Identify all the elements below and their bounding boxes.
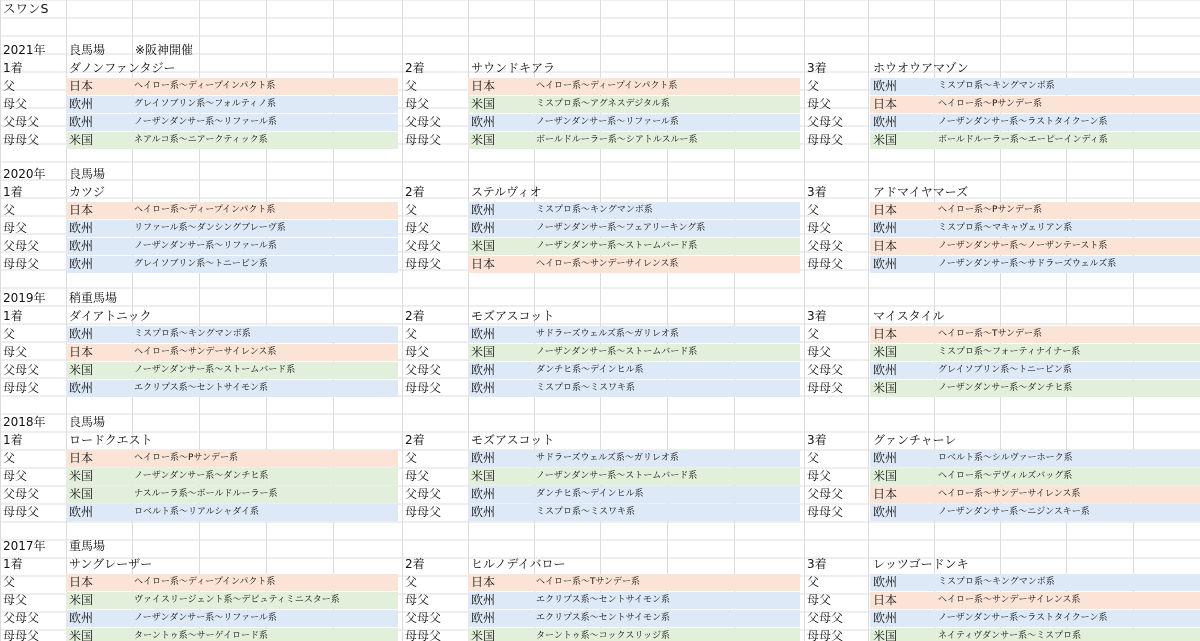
ancestor-role[interactable]: 母母父	[3, 133, 40, 147]
ancestor-region[interactable]: 米国	[471, 469, 496, 483]
ancestor-row	[0, 255, 1200, 273]
ancestor-lineage[interactable]: ヘイロー系～サンデーサイレンス系	[938, 489, 1081, 499]
ancestor-role[interactable]: 母母父	[807, 133, 844, 147]
ancestor-role[interactable]: 父	[3, 451, 16, 465]
placing-label[interactable]: 1着	[3, 185, 23, 199]
ancestor-region[interactable]: 日本	[873, 593, 898, 607]
ancestor-lineage[interactable]: ノーザンダンサー系～ダンチヒ系	[134, 471, 269, 481]
race-year[interactable]: 2017年	[3, 539, 46, 553]
ancestor-region[interactable]: 日本	[471, 257, 496, 271]
placing-row	[0, 59, 1200, 77]
ancestor-role[interactable]: 父母父	[807, 115, 844, 129]
ancestor-lineage[interactable]: サドラーズウェルズ系～ガリレオ系	[536, 329, 679, 339]
ancestor-row	[0, 361, 1200, 379]
horse-name[interactable]: サウンドキアラ	[471, 61, 556, 75]
year-header-row	[0, 41, 1200, 59]
ancestor-role[interactable]: 母母父	[807, 381, 844, 395]
ancestor-role[interactable]: 母母父	[405, 505, 442, 519]
placing-label[interactable]: 2着	[405, 309, 425, 323]
placing-label[interactable]: 2着	[405, 433, 425, 447]
ancestor-row	[0, 485, 1200, 503]
ancestor-region[interactable]: 日本	[873, 239, 898, 253]
ancestor-region[interactable]: 欧州	[471, 203, 496, 217]
ancestor-lineage[interactable]: ノーザンダンサー系～ラストタイクーン系	[938, 117, 1108, 127]
horse-name[interactable]: カツジ	[69, 185, 106, 199]
placing-label[interactable]: 1着	[3, 309, 23, 323]
ancestor-row	[0, 591, 1200, 609]
ancestor-role[interactable]: 母母父	[3, 505, 40, 519]
ancestor-region[interactable]: 米国	[69, 363, 94, 377]
ancestor-lineage[interactable]: ヘイロー系～Pサンデー系	[938, 205, 1042, 215]
ancestor-role[interactable]: 父母父	[807, 363, 844, 377]
ancestor-lineage[interactable]: ネイティヴダンサー系～ミスプロ系	[938, 631, 1082, 641]
ancestor-row	[0, 627, 1200, 641]
ancestor-role[interactable]: 母母父	[807, 505, 844, 519]
horse-name[interactable]: サングレーザー	[69, 557, 153, 571]
ancestor-row	[0, 131, 1200, 149]
ancestor-lineage[interactable]: ヘイロー系～ディープインパクト系	[536, 81, 678, 91]
ancestor-row	[0, 379, 1200, 397]
ancestor-region[interactable]: 欧州	[69, 115, 94, 129]
ancestor-lineage[interactable]: ヘイロー系～ディープインパクト系	[134, 577, 276, 587]
ancestor-region[interactable]: 欧州	[471, 115, 496, 129]
ancestor-lineage[interactable]: ノーザンダンサー系～ストームバード系	[536, 347, 698, 357]
ancestor-region[interactable]: 欧州	[69, 505, 94, 519]
ancestor-region[interactable]: 欧州	[873, 257, 898, 271]
ancestor-lineage[interactable]: ミスプロ系～フォーティナイナー系	[938, 347, 1081, 357]
ancestor-row	[0, 573, 1200, 591]
ancestor-role[interactable]: 母父	[3, 469, 28, 483]
ancestor-lineage[interactable]: ミスプロ系～キングマンボ系	[536, 205, 653, 215]
ancestor-lineage[interactable]: ヘイロー系～Tサンデー系	[938, 329, 1043, 339]
ancestor-role[interactable]: 母父	[405, 97, 430, 111]
ancestor-role[interactable]: 父母父	[3, 239, 40, 253]
ancestor-lineage[interactable]: ノーザンダンサー系～リファール系	[134, 241, 277, 251]
ancestor-row	[0, 77, 1200, 95]
ancestor-role[interactable]: 母父	[3, 221, 28, 235]
ancestor-role[interactable]: 父母父	[807, 239, 844, 253]
ancestor-role[interactable]: 母父	[405, 469, 430, 483]
ancestor-region[interactable]: 欧州	[69, 327, 94, 341]
ancestor-lineage[interactable]: ミスプロ系～アグネスデジタル系	[536, 99, 670, 109]
ancestor-region[interactable]: 欧州	[873, 505, 898, 519]
ancestor-region[interactable]: 米国	[873, 629, 898, 641]
ancestor-lineage[interactable]: グレイソブリン系～トニービン系	[134, 259, 268, 269]
ancestor-lineage[interactable]: ボールドルーラー系～エーピーインディ系	[938, 135, 1108, 145]
year-header-row	[0, 537, 1200, 555]
ancestor-lineage[interactable]: ボールドルーラー系～シアトルスルー系	[536, 135, 698, 145]
venue-note[interactable]: ※阪神開催	[135, 43, 194, 57]
ancestor-region[interactable]: 欧州	[471, 593, 496, 607]
ancestor-lineage[interactable]: リファール系～ダンシングブレーヴ系	[134, 223, 286, 233]
year-header-row	[0, 165, 1200, 183]
ancestor-region[interactable]: 欧州	[873, 363, 898, 377]
ancestor-region[interactable]: 欧州	[471, 451, 496, 465]
ancestor-role[interactable]: 母母父	[405, 257, 442, 271]
placing-label[interactable]: 3着	[807, 309, 827, 323]
ancestor-role[interactable]: 父母父	[3, 115, 40, 129]
sheet-title[interactable]: スワンS	[3, 1, 49, 16]
ancestor-row	[0, 237, 1200, 255]
horse-name[interactable]: モズアスコット	[471, 309, 555, 323]
ancestor-role[interactable]: 母母父	[3, 629, 40, 641]
ancestor-row	[0, 467, 1200, 485]
track-condition[interactable]: 良馬場	[69, 167, 106, 181]
ancestor-lineage[interactable]: ノーザンダンサー系～ラストタイクーン系	[938, 613, 1108, 623]
track-condition[interactable]: 良馬場	[69, 43, 106, 57]
ancestor-row	[0, 219, 1200, 237]
ancestor-row	[0, 343, 1200, 361]
ancestor-region[interactable]: 日本	[873, 203, 898, 217]
ancestor-region[interactable]: 日本	[69, 79, 94, 93]
ancestor-lineage[interactable]: ミスプロ系～ミスワキ系	[536, 383, 636, 393]
placing-row	[0, 431, 1200, 449]
placing-row	[0, 555, 1200, 573]
ancestor-role[interactable]: 父母父	[405, 239, 442, 253]
ancestor-lineage[interactable]: ターントゥ系～サーゲイロード系	[134, 631, 268, 641]
ancestor-role[interactable]: 母父	[807, 593, 832, 607]
placing-label[interactable]: 1着	[3, 433, 23, 447]
ancestor-lineage[interactable]: ダンチヒ系～デインヒル系	[536, 365, 644, 375]
ancestor-role[interactable]: 父	[405, 203, 418, 217]
ancestor-region[interactable]: 欧州	[69, 381, 94, 395]
ancestor-region[interactable]: 日本	[471, 575, 496, 589]
horse-name[interactable]: ステルヴィオ	[471, 185, 542, 199]
ancestor-role[interactable]: 父	[405, 79, 418, 93]
ancestor-lineage[interactable]: ノーザンダンサー系～リファール系	[134, 117, 277, 127]
ancestor-region[interactable]: 米国	[471, 239, 496, 253]
ancestor-region[interactable]: 日本	[69, 451, 94, 465]
placing-label[interactable]: 1着	[3, 61, 23, 75]
ancestor-role[interactable]: 母母父	[807, 257, 844, 271]
placing-label[interactable]: 3着	[807, 433, 827, 447]
ancestor-lineage[interactable]: ヘイロー系～ディープインパクト系	[134, 81, 276, 91]
ancestor-role[interactable]: 父	[405, 451, 418, 465]
ancestor-lineage[interactable]: ターントゥ系～コックスリッジ系	[536, 631, 670, 641]
ancestor-lineage[interactable]: ノーザンダンサー系～リファール系	[536, 117, 679, 127]
ancestor-role[interactable]: 父母父	[3, 487, 40, 501]
horse-name[interactable]: モズアスコット	[471, 433, 555, 447]
ancestor-row	[0, 449, 1200, 467]
ancestor-role[interactable]: 父母父	[3, 611, 40, 625]
ancestor-region[interactable]: 日本	[471, 79, 496, 93]
ancestor-role[interactable]: 母父	[807, 221, 832, 235]
ancestor-lineage[interactable]: ヘイロー系～サンデーサイレンス系	[134, 347, 277, 357]
ancestor-region[interactable]: 欧州	[69, 257, 94, 271]
ancestor-lineage[interactable]: ノーザンダンサー系～ストームバード系	[134, 365, 296, 375]
placing-label[interactable]: 3着	[807, 185, 827, 199]
ancestor-role[interactable]: 母父	[405, 345, 430, 359]
placing-label[interactable]: 3着	[807, 557, 827, 571]
ancestor-region[interactable]: 欧州	[873, 79, 898, 93]
ancestor-region[interactable]: 米国	[873, 133, 898, 147]
ancestor-lineage[interactable]: エクリプス系～セントサイモン系	[134, 383, 269, 393]
placing-label[interactable]: 1着	[3, 557, 23, 571]
ancestor-region[interactable]: 日本	[69, 575, 94, 589]
horse-name[interactable]: グァンチャーレ	[873, 433, 957, 447]
ancestor-lineage[interactable]: サドラーズウェルズ系～ガリレオ系	[536, 453, 679, 463]
ancestor-role[interactable]: 母父	[405, 593, 430, 607]
ancestor-role[interactable]: 父母父	[405, 487, 442, 501]
ancestor-row	[0, 201, 1200, 219]
placing-row	[0, 183, 1200, 201]
placing-row	[0, 307, 1200, 325]
ancestor-role[interactable]: 母父	[405, 221, 430, 235]
ancestor-lineage[interactable]: ヘイロー系～デヴィルズバッグ系	[938, 471, 1073, 481]
ancestor-lineage[interactable]: ミスプロ系～ミスワキ系	[536, 507, 636, 517]
horse-name[interactable]: アドマイヤマーズ	[873, 185, 969, 199]
ancestor-role[interactable]: 母父	[807, 469, 832, 483]
ancestor-region[interactable]: 日本	[873, 97, 898, 111]
ancestor-role[interactable]: 父母父	[807, 487, 844, 501]
ancestor-region[interactable]: 日本	[69, 203, 94, 217]
track-condition[interactable]: 重馬場	[69, 539, 106, 553]
ancestor-role[interactable]: 母父	[3, 593, 28, 607]
ancestor-row	[0, 325, 1200, 343]
ancestor-lineage[interactable]: ヘイロー系～Pサンデー系	[134, 453, 238, 463]
ancestor-role[interactable]: 母母父	[3, 257, 40, 271]
ancestor-region[interactable]: 欧州	[471, 221, 496, 235]
horse-name[interactable]: レッツゴードンキ	[873, 557, 969, 571]
ancestor-role[interactable]: 母母父	[3, 381, 40, 395]
ancestor-region[interactable]: 欧州	[471, 363, 496, 377]
ancestor-lineage[interactable]: ミスプロ系～キングマンボ系	[134, 329, 251, 339]
ancestor-lineage[interactable]: エクリプス系～セントサイモン系	[536, 613, 671, 623]
ancestor-region[interactable]: 米国	[69, 629, 94, 641]
ancestor-role[interactable]: 母母父	[405, 381, 442, 395]
ancestor-row	[0, 609, 1200, 627]
ancestor-role[interactable]: 母母父	[405, 133, 442, 147]
ancestor-region[interactable]: 日本	[873, 327, 898, 341]
ancestor-lineage[interactable]: エクリプス系～セントサイモン系	[536, 595, 671, 605]
ancestor-region[interactable]: 欧州	[471, 611, 496, 625]
ancestor-role[interactable]: 父母父	[3, 363, 40, 377]
ancestor-role[interactable]: 父母父	[807, 611, 844, 625]
ancestor-row	[0, 95, 1200, 113]
ancestor-region[interactable]: 欧州	[873, 611, 898, 625]
ancestor-lineage[interactable]: ノーザンダンサー系～フェアリーキング系	[536, 223, 706, 233]
placing-label[interactable]: 2着	[405, 61, 425, 75]
ancestor-region[interactable]: 日本	[873, 487, 898, 501]
ancestor-row	[0, 503, 1200, 521]
ancestor-lineage[interactable]: ミスプロ系～キングマンボ系	[938, 577, 1055, 587]
ancestor-role[interactable]: 母父	[3, 345, 28, 359]
ancestor-region[interactable]: 欧州	[471, 327, 496, 341]
ancestor-region[interactable]: 欧州	[69, 97, 94, 111]
ancestor-region[interactable]: 欧州	[69, 611, 94, 625]
ancestor-role[interactable]: 父母父	[405, 611, 442, 625]
placing-label[interactable]: 2着	[405, 557, 425, 571]
ancestor-lineage[interactable]: ヘイロー系～Tサンデー系	[536, 577, 641, 587]
ancestor-role[interactable]: 母母父	[405, 629, 442, 641]
ancestor-role[interactable]: 母父	[807, 97, 832, 111]
ancestor-lineage[interactable]: ノーザンダンサー系～ストームバード系	[536, 241, 698, 251]
ancestor-role[interactable]: 父	[405, 575, 418, 589]
ancestor-lineage[interactable]: ヘイロー系～Pサンデー系	[938, 99, 1042, 109]
race-year[interactable]: 2020年	[3, 167, 46, 181]
ancestor-region[interactable]: 欧州	[471, 487, 496, 501]
ancestor-role[interactable]: 父	[807, 203, 820, 217]
race-year[interactable]: 2021年	[3, 43, 46, 57]
ancestor-role[interactable]: 父母父	[405, 363, 442, 377]
ancestor-region[interactable]: 米国	[873, 381, 898, 395]
horse-name[interactable]: マイスタイル	[873, 309, 945, 323]
ancestor-role[interactable]: 父	[807, 327, 820, 341]
ancestor-region[interactable]: 米国	[471, 345, 496, 359]
ancestor-lineage[interactable]: ノーザンダンサー系～リファール系	[134, 613, 277, 623]
ancestor-lineage[interactable]: ヘイロー系～サンデーサイレンス系	[536, 259, 679, 269]
horse-name[interactable]: ヒルノデイバロー	[471, 557, 566, 571]
ancestor-region[interactable]: 欧州	[471, 505, 496, 519]
ancestor-lineage[interactable]: ノーザンダンサー系～ノーザンテースト系	[938, 241, 1108, 251]
horse-name[interactable]: ダノンファンタジー	[69, 61, 176, 75]
ancestor-lineage[interactable]: ヘイロー系～サンデーサイレンス系	[938, 595, 1081, 605]
ancestor-region[interactable]: 欧州	[69, 239, 94, 253]
ancestor-region[interactable]: 欧州	[471, 381, 496, 395]
ancestor-region[interactable]: 欧州	[873, 221, 898, 235]
placing-label[interactable]: 2着	[405, 185, 425, 199]
track-condition[interactable]: 良馬場	[69, 415, 106, 429]
ancestor-role[interactable]: 父母父	[405, 115, 442, 129]
ancestor-lineage[interactable]: ロベルト系～シルヴァーホーク系	[938, 453, 1073, 463]
ancestor-role[interactable]: 母父	[807, 345, 832, 359]
horse-name[interactable]: ロードクエスト	[69, 433, 153, 447]
ancestor-region[interactable]: 米国	[69, 593, 94, 607]
ancestor-role[interactable]: 父	[3, 327, 16, 341]
ancestor-role[interactable]: 父	[807, 451, 820, 465]
ancestor-region[interactable]: 米国	[471, 97, 496, 111]
ancestor-role[interactable]: 父	[807, 575, 820, 589]
ancestor-role[interactable]: 父	[3, 79, 16, 93]
ancestor-region[interactable]: 欧州	[873, 451, 898, 465]
ancestor-region[interactable]: 米国	[471, 133, 496, 147]
ancestor-role[interactable]: 母母父	[807, 629, 844, 641]
year-header-row	[0, 413, 1200, 431]
race-year[interactable]: 2019年	[3, 291, 46, 305]
placing-label[interactable]: 3着	[807, 61, 827, 75]
horse-name[interactable]: ダイアトニック	[69, 309, 152, 323]
ancestor-role[interactable]: 父	[3, 575, 16, 589]
ancestor-role[interactable]: 父	[3, 203, 16, 217]
ancestor-region[interactable]: 米国	[873, 469, 898, 483]
ancestor-region[interactable]: 米国	[471, 629, 496, 641]
horse-name[interactable]: ホウオウアマゾン	[873, 61, 969, 75]
race-year[interactable]: 2018年	[3, 415, 46, 429]
ancestor-lineage[interactable]: ノーザンダンサー系～ダンチヒ系	[938, 383, 1073, 393]
ancestor-role[interactable]: 父	[807, 79, 820, 93]
ancestor-lineage[interactable]: ノーザンダンサー系～ニジンスキー系	[938, 507, 1090, 517]
ancestor-row	[0, 113, 1200, 131]
ancestor-region[interactable]: 欧州	[69, 221, 94, 235]
ancestor-lineage[interactable]: ミスプロ系～キングマンボ系	[938, 81, 1055, 91]
ancestor-lineage[interactable]: ノーザンダンサー系～サドラーズウェルズ系	[938, 259, 1117, 269]
ancestor-lineage[interactable]: ダンチヒ系～デインヒル系	[536, 489, 644, 499]
ancestor-region[interactable]: 米国	[69, 133, 94, 147]
ancestor-lineage[interactable]: ネアルコ系～ニアークティック系	[134, 135, 268, 145]
ancestor-region[interactable]: 米国	[69, 469, 94, 483]
ancestor-region[interactable]: 欧州	[873, 575, 898, 589]
ancestor-lineage[interactable]: ナスルーラ系～ボールドルーラー系	[134, 489, 278, 499]
ancestor-lineage[interactable]: ヘイロー系～ディープインパクト系	[134, 205, 276, 215]
ancestor-region[interactable]: 欧州	[873, 115, 898, 129]
ancestor-lineage[interactable]: グレイソブリン系～フォルティノ系	[134, 99, 277, 109]
year-header-row	[0, 289, 1200, 307]
ancestor-lineage[interactable]: ノーザンダンサー系～ストームバード系	[536, 471, 698, 481]
ancestor-region[interactable]: 米国	[69, 487, 94, 501]
ancestor-region[interactable]: 米国	[873, 345, 898, 359]
ancestor-region[interactable]: 日本	[69, 345, 94, 359]
ancestor-lineage[interactable]: グレイソブリン系～トニービン系	[938, 365, 1072, 375]
ancestor-lineage[interactable]: ロベルト系～リアルシャダイ系	[134, 507, 260, 517]
ancestor-lineage[interactable]: ミスプロ系～マキャヴェリアン系	[938, 223, 1073, 233]
ancestor-lineage[interactable]: ヴァイスリージェント系～デピュティミニスター系	[134, 595, 340, 605]
track-condition[interactable]: 稍重馬場	[69, 291, 118, 305]
ancestor-role[interactable]: 父	[405, 327, 418, 341]
ancestor-role[interactable]: 母父	[3, 97, 28, 111]
